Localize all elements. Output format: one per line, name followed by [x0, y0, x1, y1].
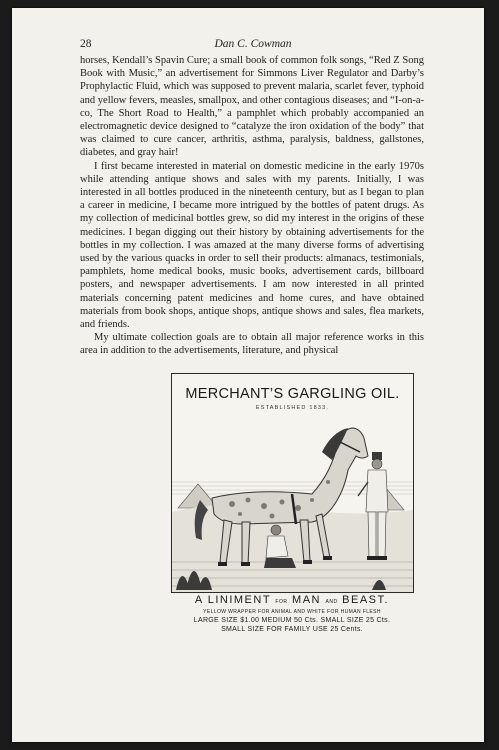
figure-caption: [152, 594, 432, 634]
caption-liniment: A LINIMENT: [194, 594, 276, 606]
book-page: [12, 8, 484, 742]
caption-family-size: SMALL SIZE FOR FAMILY USE 25 Cents.: [221, 626, 363, 633]
running-head: Dan C. Cowman: [214, 38, 292, 50]
caption-and: AND: [325, 599, 338, 605]
horse-engraving: [172, 412, 413, 592]
page-number: 28: [80, 38, 92, 50]
caption-for: FOR: [275, 599, 288, 605]
advertisement-illustration: [171, 373, 414, 593]
paragraph-1: horses, Kendall’s Spavin Cure; a small book of common folk songs, “Red Z Song Book with Music,” an advertisement for Simmons Liver Regulator and Darby’s Prophylactic Fluid, which was supposed to prevent malaria, scarlet fever, typhoid and yellow fevers, measles, smallpox, and other contagious diseases; and “I-on-a-co, The Short Road to Health,” a pamphlet which probably accompanied an electromagnetic device designed to “catalyze the iron oxidation of the body” that was claimed to cure cancer, arthritis, asthma, paralysis, baldness, gallstones, diabetes, and gray hair!: [80, 55, 424, 159]
caption-wrapper-note: YELLOW WRAPPER FOR ANIMAL AND WHITE FOR HUMAN FLESH: [203, 609, 381, 615]
caption-sizes: LARGE SIZE $1.00 MEDIUM 50 Cts. SMALL SIZE 25 Cts.: [193, 617, 391, 624]
paragraph-2: I first became interested in material on domestic medicine in the early 1970s while attending antique shows and sales with my parents. Initially, I was interested in all bottles produced in the nineteenth century, but as I began to plan a career in medicine, I became more intrigued by the bottles of patent drugs. As my collection of medicinal bottles grew, so did my interest in the origins of these medicines. I began digging out their history by obtaining advertisements for the bottles in my collection. I was amazed at the many diverse forms of advertising used by the various quacks in order to sell their products: almanacs, testimonials, pamphlets, home medical books, music books, advertisement cards, billboard posters, and newspaper advertisements. I am now interested in all printed materials concerning patent medicines and home cures, and have obtained materials from book shops, antique shops, antique shows and sales, flea markets, and friends.: [80, 160, 424, 331]
caption-man: MAN: [287, 594, 326, 606]
page-header: [80, 38, 426, 52]
caption-beast: BEAST.: [337, 594, 390, 606]
body-text: [80, 54, 424, 358]
paragraph-3: My ultimate collection goals are to obtain all major reference works in this area in addition to the advertisements, literature, and physical: [80, 332, 424, 357]
figure-established: ESTABLISHED 1833.: [255, 405, 330, 411]
figure-title: MERCHANT’S GARGLING OIL.: [185, 386, 400, 402]
tent-left: [178, 484, 218, 508]
